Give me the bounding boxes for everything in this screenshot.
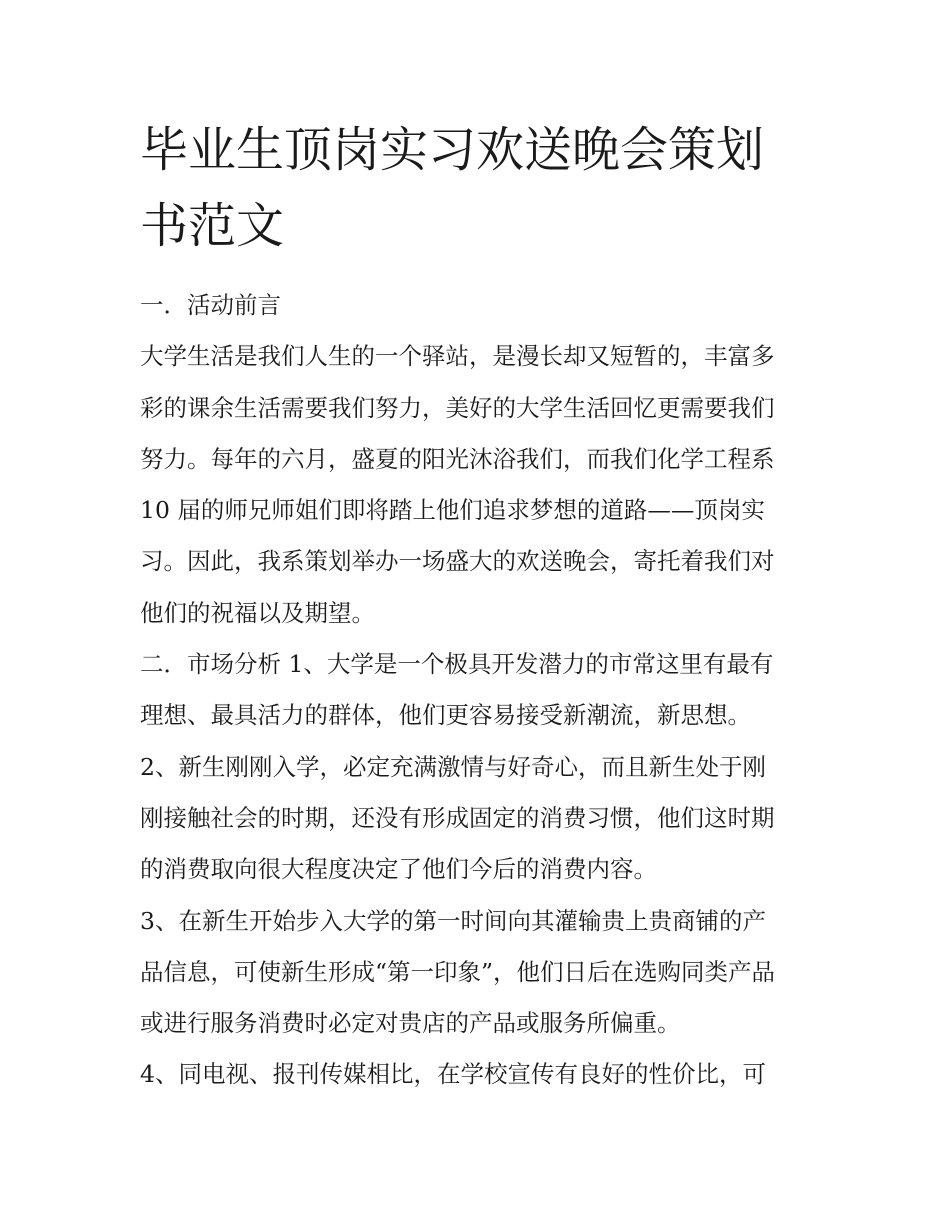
text-line: 他们的祝福以及期望。 xyxy=(140,598,375,627)
title-line: 毕业生顶岗实习欢送晚会策划 xyxy=(140,122,765,178)
text-line: 3、在新生开始步入大学的第一时间向其灌输贵上贵商铺的产 xyxy=(140,906,766,935)
section-heading: 一．活动前言 xyxy=(140,291,281,319)
text-line: 2、新生刚刚入学，必定充满激情与好奇心，而且新生处于刚 xyxy=(140,752,766,781)
text-line: 理想、最具活力的群体，他们更容易接受新潮流，新思想。 xyxy=(140,701,751,730)
text-line: 刚接触社会的时期，还没有形成固定的消费习惯，他们这时期 xyxy=(140,803,775,832)
text-line: 努力。每年的六月，盛夏的阳光沐浴我们，而我们化学工程系 xyxy=(140,444,775,473)
text-line: 10 届的师兄师姐们即将踏上他们追求梦想的道路——顶岗实 xyxy=(140,496,765,525)
text-line: 习。因此，我系策划举办一场盛大的欢送晚会，寄托着我们对 xyxy=(140,547,775,576)
text-line: 或进行服务消费时必定对贵店的产品或服务所偏重。 xyxy=(140,1009,681,1038)
text-line: 大学生活是我们人生的一个驿站，是漫长却又短暂的，丰富多 xyxy=(140,342,775,371)
document-body xyxy=(140,280,820,1101)
section-heading: 二．市场分析 1、大学是一个极具开发潜力的市常这里有最有 xyxy=(140,650,774,679)
text-line: 彩的课余生活需要我们努力，美好的大学生活回忆更需要我们 xyxy=(140,393,775,422)
text-line: 4、同电视、报刊传媒相比，在学校宣传有良好的性价比，可 xyxy=(140,1060,766,1089)
document-title xyxy=(140,112,820,264)
title-line: 书范文 xyxy=(140,198,285,254)
text-line: 的消费取向很大程度决定了他们今后的消费内容。 xyxy=(140,855,657,884)
text-line: 品信息，可使新生形成“第一印象”，他们日后在选购同类产品 xyxy=(140,957,776,986)
